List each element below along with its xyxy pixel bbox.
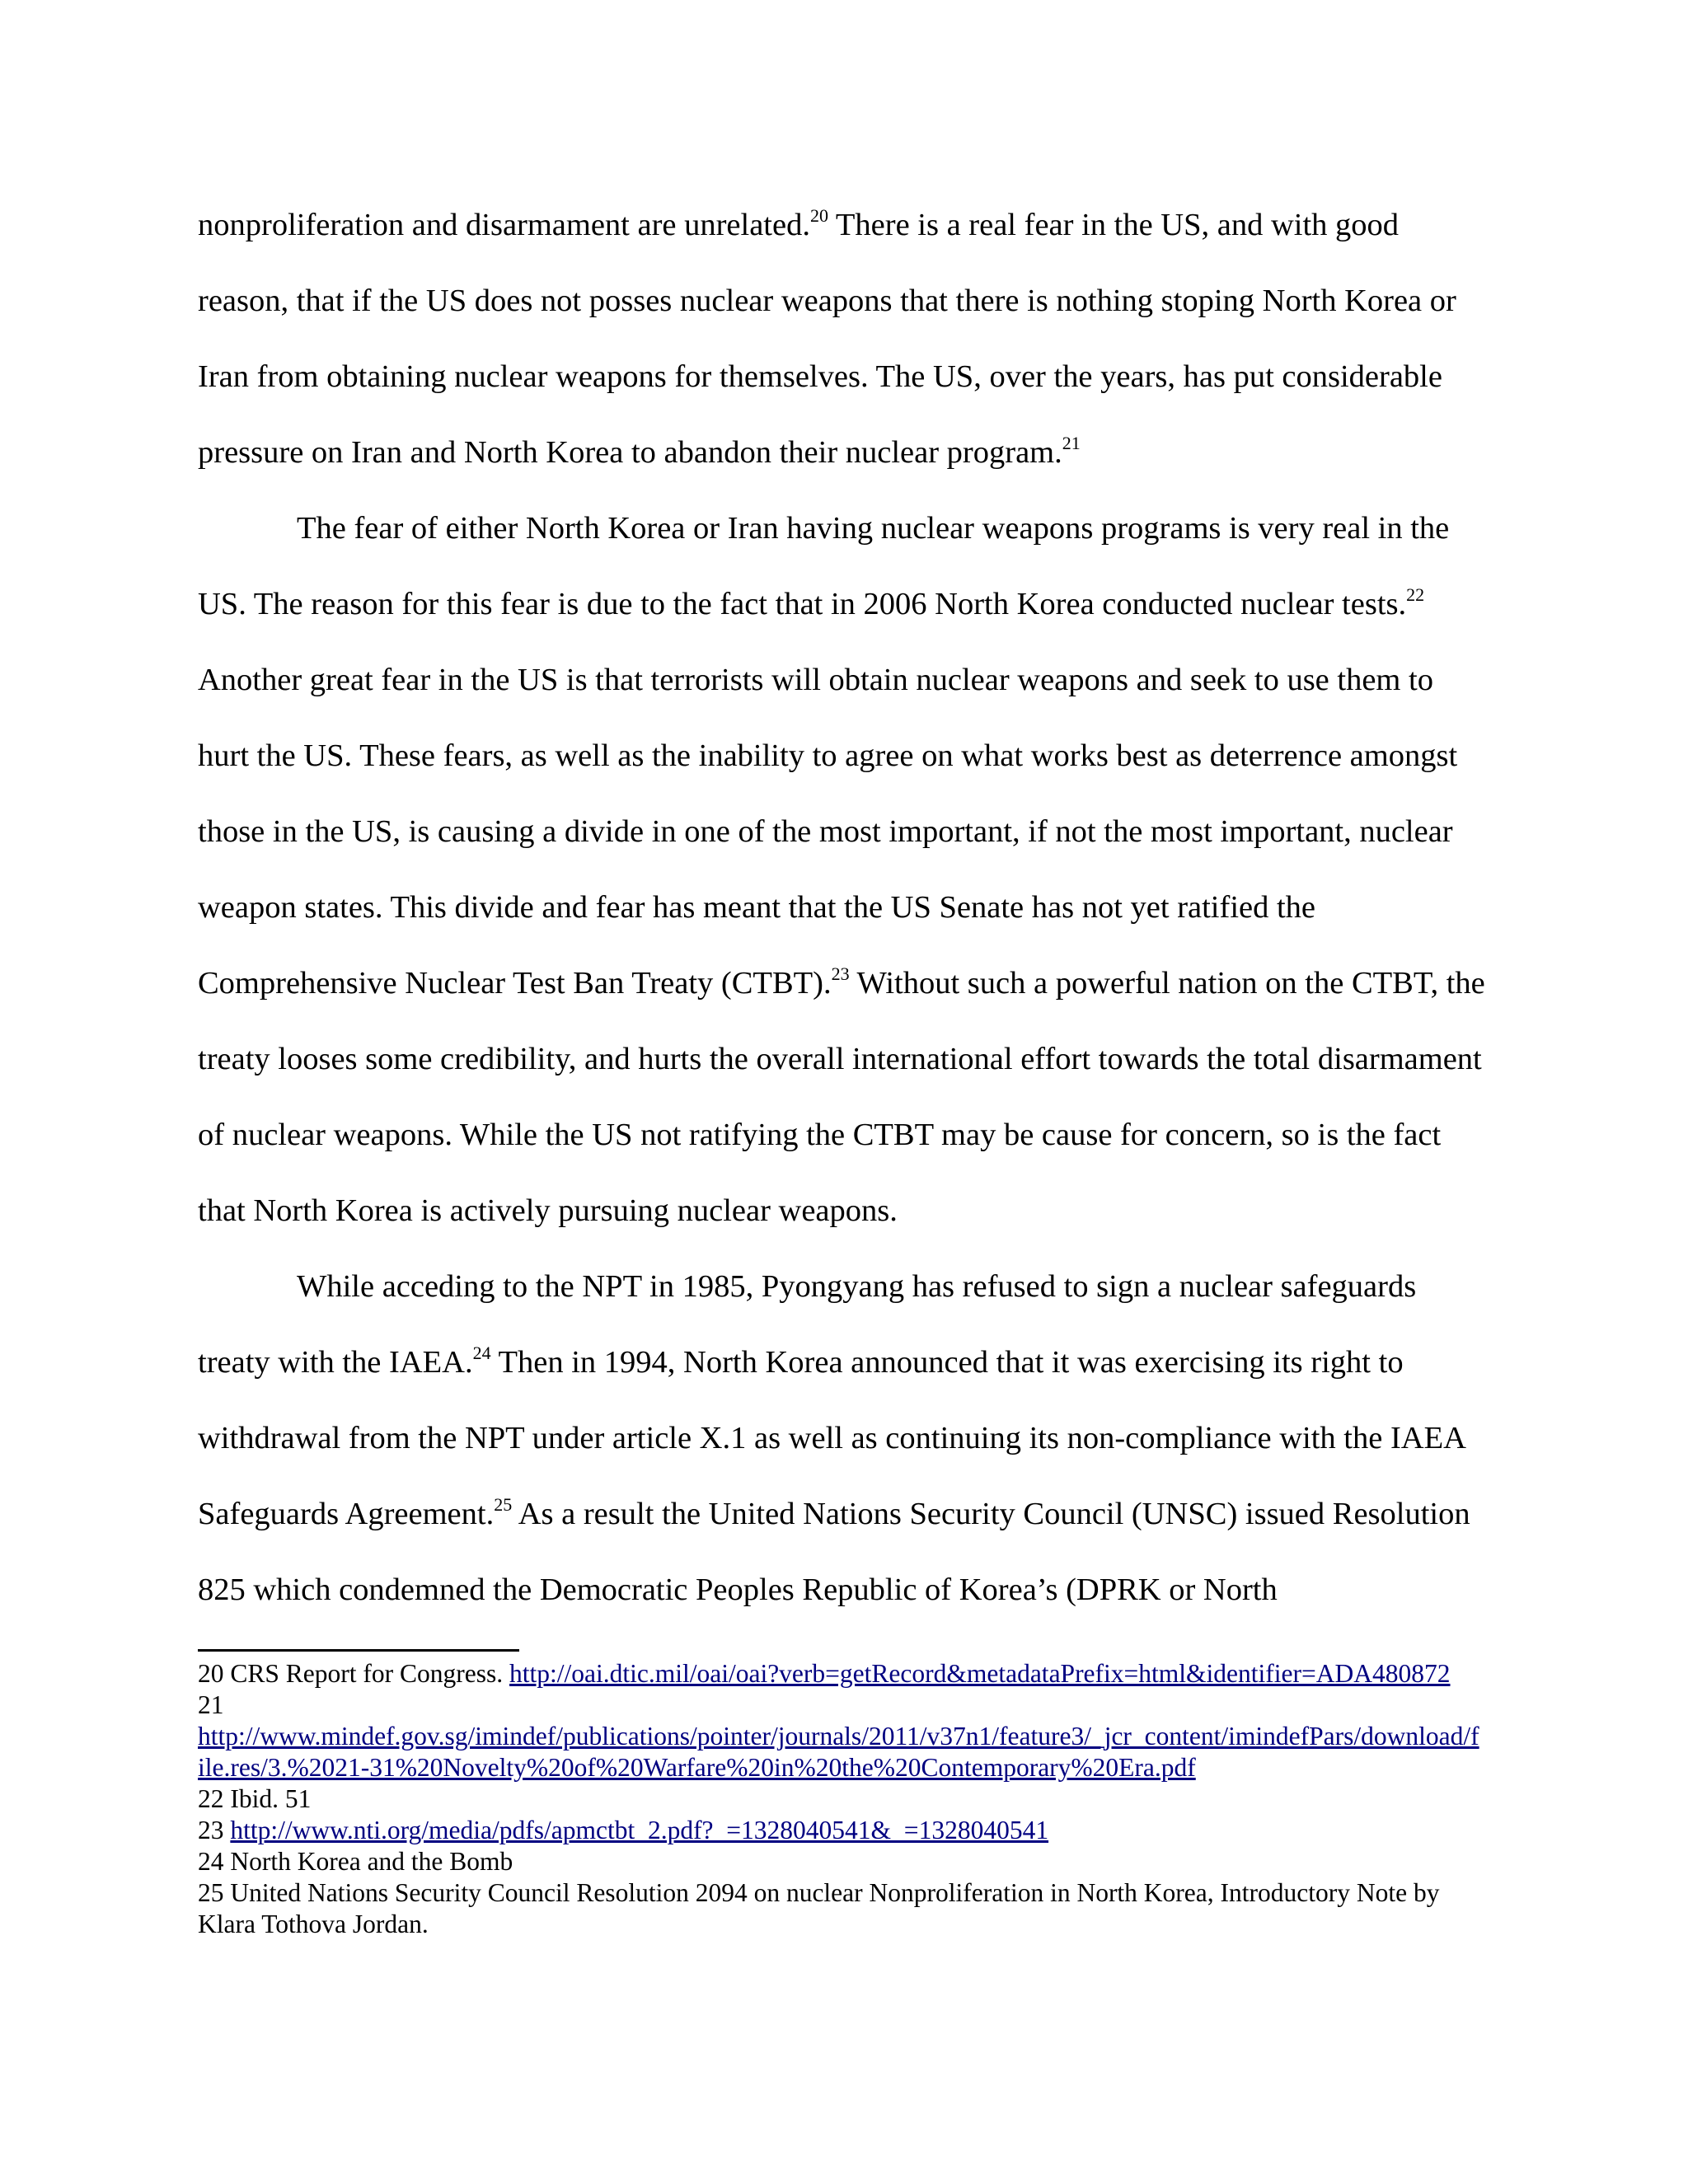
footnote-number: 20 [198,1659,224,1688]
paragraph-text: Without such a powerful nation on the CTBT, the treaty looses some credibility, and hurts the overall international effort towards the total disarmament of nuclear weapons. While the US not ratifying the CTBT may be cause for concern, so is the fact that North Korea is actively pursuing nuclear weapons. [198,966,1485,1228]
footnote [198,1783,1484,1815]
footnote [198,1846,1484,1877]
footnote-separator [198,1649,519,1652]
paragraph-text: Another great fear in the US is that terrorists will obtain nuclear weapons and seek to use them to hurt the US. These fears, as well as the inability to agree on what works best as deterrence amongst those in the US, is causing a divide in one of the most important, if not the most important, nuclear weapon states. This divide and fear has meant that the US Senate has not yet ratified the Comprehensive Nuclear Test Ban Treaty (CTBT). [198,663,1458,1001]
footnote-text: Ibid. 51 [230,1784,312,1813]
paragraph [198,1249,1492,1628]
footnote [198,1658,1484,1690]
footnote-reference[interactable]: 24 [472,1343,491,1363]
paragraph-text: The fear of either North Korea or Iran having nuclear weapons programs is very real in the US. The reason for this fear is due to the fact that in 2006 North Korea conducted nuclear tests. [198,511,1450,621]
footnote-number: 21 [198,1690,224,1719]
footnote-reference[interactable]: 23 [831,963,850,984]
paragraph-text: nonproliferation and disarmament are unrelated. [198,208,810,242]
footnote [198,1690,1484,1783]
body-text [198,187,1492,1628]
paragraph-text: As a result the United Nations Security Council (UNSC) issued Resolution 825 which condemned the Democratic Peoples Republic of Korea’s (DPRK or North [198,1497,1470,1607]
footnote-link[interactable]: http://www.mindef.gov.sg/imindef/publications/pointer/journals/2011/v37n1/feature3/_jcr_content/imindefPars/download/file.res/3.%2021-31%20Novelty%20of%20Warfare%20in%20the%20Contemporary%20Era.pdf [198,1722,1479,1782]
footnote-number: 22 [198,1784,224,1813]
footnote-text: CRS Report for Congress. [230,1659,509,1688]
footnote-number: 23 [198,1816,224,1844]
paragraph [198,490,1492,1249]
paragraph-text: While acceding to the NPT in 1985, Pyongyang has refused to sign a nuclear safeguards treaty with the IAEA. [198,1269,1417,1380]
footnote-text: North Korea and the Bomb [230,1847,513,1876]
paragraph-text: Then in 1994, North Korea announced that it was exercising its right to withdrawal from the NPT under article X.1 as well as continuing its non-compliance with the IAEA Safeguards Agreement. [198,1345,1465,1531]
footnote-link[interactable]: http://www.nti.org/media/pdfs/apmctbt_2.pdf?_=1328040541&_=1328040541 [230,1816,1049,1844]
footnote-text: United Nations Security Council Resolution 2094 on nuclear Nonproliferation in North Korea, Introductory Note by Klara Tothova Jordan. [198,1878,1440,1938]
footnote-reference[interactable]: 21 [1062,433,1081,453]
footnotes [198,1658,1484,1940]
paragraph [198,187,1492,490]
footnote [198,1815,1484,1846]
footnote-link[interactable]: http://oai.dtic.mil/oai/oai?verb=getRecord&metadataPrefix=html&identifier=ADA480872 [509,1659,1451,1688]
footnote-reference[interactable]: 22 [1406,584,1425,605]
footnote-number: 25 [198,1878,224,1907]
paragraph-text: There is a real fear in the US, and with good reason, that if the US does not posses nuclear weapons that there is nothing stoping North Korea or Iran from obtaining nuclear weapons for themselves. The US, over the years, has put considerable pressure on Iran and North Korea to abandon their nuclear program. [198,208,1456,470]
footnote-number: 24 [198,1847,224,1876]
footnote-reference[interactable]: 25 [494,1494,513,1515]
footnote-reference[interactable]: 20 [809,205,828,226]
footnote [198,1877,1484,1940]
